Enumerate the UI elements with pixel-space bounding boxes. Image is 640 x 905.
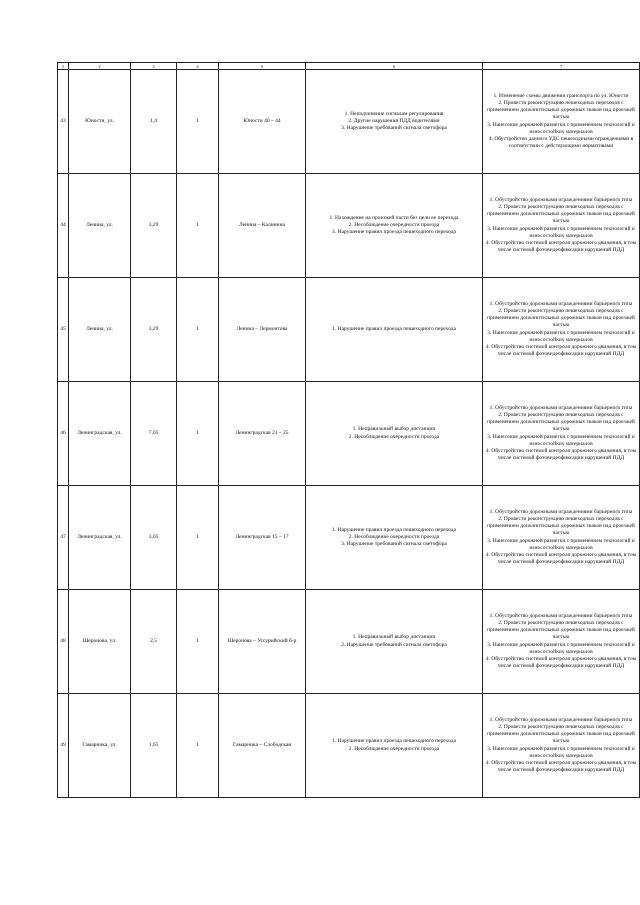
- row-number: 47: [58, 486, 69, 590]
- violation-item: 2. Другие нарушения ПДД водителями: [348, 117, 440, 124]
- measure-item: 2. Провести реконструкцию пешеходных переходов с применением дополнительных дорожных знаков над проезжей частью: [487, 307, 635, 329]
- violation-item: 2. Нарушение требований сигнала светофора: [341, 641, 447, 648]
- street-name: Юности, ул.: [69, 70, 131, 174]
- measures-cell: [483, 382, 640, 486]
- violation-item: 2. Несоблюдение очередности проезда: [348, 533, 440, 540]
- table-row: [58, 382, 640, 486]
- table-row: [58, 486, 640, 590]
- measures-cell: [483, 278, 640, 382]
- location: Гамарника – Слободская: [219, 694, 306, 798]
- table-body: [58, 70, 640, 798]
- row-number: 46: [58, 382, 69, 486]
- violation-item: 2. Несоблюдение очередности проезда: [348, 433, 440, 440]
- accident-count: 1: [177, 382, 219, 486]
- table-row: [58, 174, 640, 278]
- measures-cell: [483, 486, 640, 590]
- violation-item: 1. Неправильный выбор дистанции: [352, 426, 436, 433]
- measure-item: 1. Обустройство дорожными ограждениями барьерного типа: [489, 196, 633, 203]
- location: Ленина – Калинина: [219, 174, 306, 278]
- row-number: 48: [58, 590, 69, 694]
- accident-count: 1: [177, 278, 219, 382]
- measure-item: 1. Обустройство дорожными ограждениями барьерного типа: [489, 508, 633, 515]
- street-length: 1,4: [131, 70, 177, 174]
- street-length: 3,05: [131, 486, 177, 590]
- row-number: 44: [58, 174, 69, 278]
- location: Юности 40 – 44: [219, 70, 306, 174]
- violations-cell: [306, 278, 483, 382]
- violations-cell: [306, 70, 483, 174]
- measure-item: 4. Обустройство системой контроля дорожного движения, в том числе системой фотовидеофиксации нарушений ПДД: [485, 447, 637, 462]
- location: Шеронова – Уссурийский б-р: [219, 590, 306, 694]
- violations-cell: [306, 174, 483, 278]
- table-row: [58, 694, 640, 798]
- street-length: 1,65: [131, 694, 177, 798]
- violation-item: 1. Нарушение правил проезда пешеходного перехода: [332, 738, 456, 745]
- measure-item: 4. Обустройство системой контроля дорожного движения, в том числе системой фотовидеофиксации нарушений ПДД: [485, 759, 637, 774]
- table-row: [58, 70, 640, 174]
- location: Ленинградская 21 – 25: [219, 382, 306, 486]
- street-length: 3,29: [131, 278, 177, 382]
- violation-item: 1. Нахождение на проезжей части без цели ее перехода: [329, 214, 459, 221]
- violation-item: 1. Нарушение правил проезда пешеходного перехода: [332, 526, 456, 533]
- measure-item: 4. Обустройство данного УДС пешеходными ограждениями в соответствии с действующими нормативами: [488, 135, 634, 150]
- street-name: Ленина, ул.: [69, 278, 131, 382]
- column-number: 1: [58, 63, 69, 70]
- measure-item: 3. Нанесение дорожной разметки с применением технологий и износостойких материалов: [487, 745, 635, 759]
- location: Ленинградская 15 – 17: [219, 486, 306, 590]
- table-row: [58, 278, 640, 382]
- measure-item: 3. Нанесение дорожной разметки с применением технологий и износостойких материалов: [487, 121, 635, 135]
- measure-item: 1. Обустройство дорожными ограждениями барьерного типа: [489, 300, 633, 307]
- violation-item: 2. Несоблюдение очередности проезда: [348, 221, 440, 228]
- violations-cell: [306, 590, 483, 694]
- column-number: 2: [69, 63, 131, 70]
- measure-item: 4. Обустройство системой контроля дорожного движения, в том числе системой фотовидеофиксации нарушений ПДД: [485, 239, 637, 254]
- table-row: [58, 590, 640, 694]
- measure-item: 2. Провести реконструкцию пешеходных переходов с применением дополнительных дорожных знаков над проезжей частью: [487, 619, 635, 641]
- measure-item: 2. Провести реконструкцию пешеходных переходов с применением дополнительных дорожных знаков над проезжей частью: [487, 203, 635, 225]
- accident-count: 1: [177, 70, 219, 174]
- column-number: 6: [306, 63, 483, 70]
- measure-item: 1. Обустройство дорожными ограждениями барьерного типа: [489, 716, 633, 723]
- violation-item: 1. Неправильный выбор дистанции: [352, 634, 436, 641]
- column-number: 7: [483, 63, 640, 70]
- violation-item: 3. Нарушение требований сигнала светофора: [341, 125, 447, 132]
- measure-item: 1. Изменение схемы движения транспорта по ул. Юности: [493, 92, 629, 99]
- measure-item: 2. Провести реконструкцию пешеходных переходов с применением дополнительных дорожных знаков над проезжей частью: [487, 723, 635, 745]
- row-number: 43: [58, 70, 69, 174]
- violations-cell: [306, 694, 483, 798]
- street-length: 2,5: [131, 590, 177, 694]
- street-length: 7,05: [131, 382, 177, 486]
- measure-item: 3. Нанесение дорожной разметки с применением технологий и износостойких материалов: [487, 537, 635, 551]
- accident-count: 1: [177, 486, 219, 590]
- measure-item: 1. Обустройство дорожными ограждениями барьерного типа: [489, 612, 633, 619]
- accident-count: 1: [177, 694, 219, 798]
- street-name: Гамарника, ул.: [69, 694, 131, 798]
- accident-count: 1: [177, 174, 219, 278]
- accident-count: 1: [177, 590, 219, 694]
- accident-sites-table: [57, 62, 640, 798]
- measure-item: 3. Нанесение дорожной разметки с применением технологий и износостойких материалов: [487, 329, 635, 343]
- measure-item: 3. Нанесение дорожной разметки с применением технологий и износостойких материалов: [487, 433, 635, 447]
- row-number: 45: [58, 278, 69, 382]
- measure-item: 1. Обустройство дорожными ограждениями барьерного типа: [489, 404, 633, 411]
- measure-item: 4. Обустройство системой контроля дорожного движения, в том числе системой фотовидеофиксации нарушений ПДД: [485, 343, 637, 358]
- street-length: 3,29: [131, 174, 177, 278]
- measure-item: 2. Провести реконструкцию пешеходных переходов с применением дополнительных дорожных знаков над проезжей частью: [487, 515, 635, 537]
- measures-cell: [483, 174, 640, 278]
- measure-item: 3. Нанесение дорожной разметки с применением технологий и износостойких материалов: [487, 225, 635, 239]
- violation-item: 1. Неподчинение сигналам регулирования: [344, 110, 444, 117]
- column-number-row: [58, 63, 640, 70]
- location: Ленина – Лермонтова: [219, 278, 306, 382]
- column-number: 3: [131, 63, 177, 70]
- violations-cell: [306, 382, 483, 486]
- measure-item: 2. Провести реконструкцию пешеходных переходов с применением дополнительных дорожных знаков над проезжей частью: [487, 411, 635, 433]
- street-name: Шеронова, ул.: [69, 590, 131, 694]
- street-name: Ленинградская, ул.: [69, 486, 131, 590]
- measures-cell: [483, 590, 640, 694]
- violations-cell: [306, 486, 483, 590]
- measure-item: 4. Обустройство системой контроля дорожного движения, в том числе системой фотовидеофиксации нарушений ПДД: [485, 655, 637, 670]
- measures-cell: [483, 694, 640, 798]
- violation-item: 3. Нарушение правил проезда пешеходного перехода: [332, 229, 456, 236]
- violation-item: 2. Несоблюдение очередности проезда: [348, 745, 440, 752]
- violation-item: 1. Нарушение правил проезда пешеходного перехода: [332, 325, 456, 332]
- street-name: Ленина, ул.: [69, 174, 131, 278]
- column-number: 5: [219, 63, 306, 70]
- measure-item: 4. Обустройство системой контроля дорожного движения, в том числе системой фотовидеофиксации нарушений ПДД: [485, 551, 637, 566]
- violation-item: 3. Нарушение требований сигнала светофора: [341, 541, 447, 548]
- street-name: Ленинградская, ул.: [69, 382, 131, 486]
- row-number: 49: [58, 694, 69, 798]
- measure-item: 2. Провести реконструкцию пешеходных переходов с применением дополнительных дорожных знаков над проезжей частью: [487, 99, 635, 121]
- measure-item: 3. Нанесение дорожной разметки с применением технологий и износостойких материалов: [487, 641, 635, 655]
- column-number: 4: [177, 63, 219, 70]
- measures-cell: [483, 70, 640, 174]
